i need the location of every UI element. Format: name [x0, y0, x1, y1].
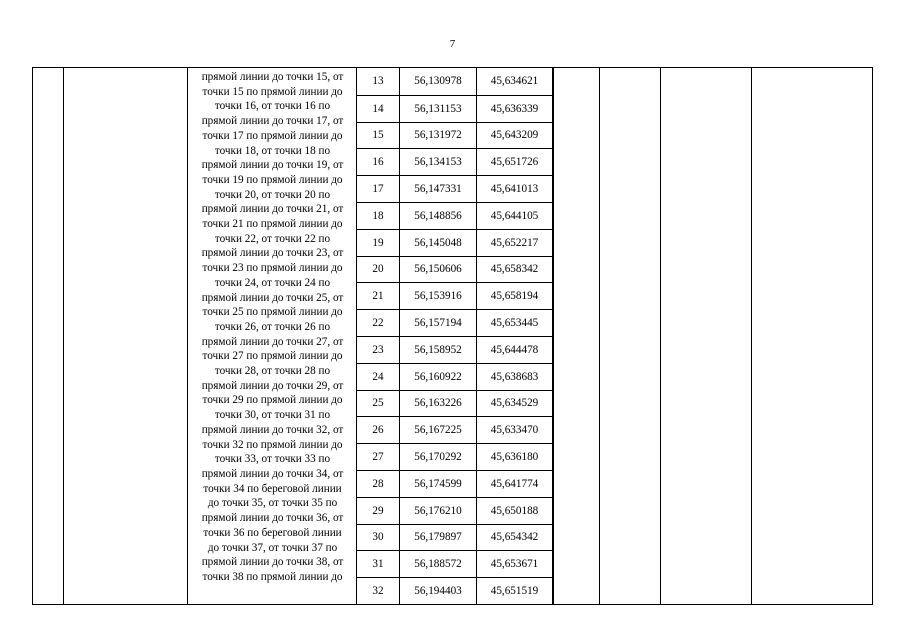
latitude-cell: 56,160922 — [400, 364, 477, 390]
longitude-cell: 45,654342 — [477, 525, 554, 551]
points-grid — [356, 68, 554, 604]
description-line: прямой линии до точки 29, от — [201, 379, 344, 392]
latitude-cell: 56,147331 — [400, 176, 477, 202]
description-line: точки 16, от точки 16 по — [214, 100, 331, 113]
table-row — [356, 550, 554, 577]
table-row — [356, 68, 554, 95]
longitude-cell: 45,638683 — [477, 364, 554, 390]
latitude-cell: 56,167225 — [400, 417, 477, 443]
description-line: до точки 35, от точки 35 по — [207, 497, 338, 510]
longitude-cell: 45,634621 — [477, 68, 554, 95]
description-line: точки 25 по прямой линии до — [202, 306, 343, 319]
description-line: точки 24, от точки 24 по — [214, 276, 331, 289]
description-line: до точки 37, от точки 37 по — [207, 541, 338, 554]
description-line: прямой линии до точки 19, от — [201, 159, 344, 172]
description-line: точки 36 по береговой линии — [203, 526, 342, 539]
longitude-cell: 45,651519 — [477, 578, 554, 604]
table-row — [356, 470, 554, 497]
description-line: прямой линии до точки 25, от — [201, 291, 344, 304]
table-row — [356, 497, 554, 524]
point-number: 13 — [356, 68, 400, 95]
table-row — [356, 577, 554, 604]
latitude-cell: 56,150606 — [400, 257, 477, 283]
point-number: 22 — [356, 310, 400, 336]
description-line: точки 19 по прямой линии до — [202, 173, 343, 186]
latitude-cell: 56,163226 — [400, 391, 477, 417]
table-row — [356, 282, 554, 309]
longitude-cell: 45,653671 — [477, 551, 554, 577]
point-number: 16 — [356, 149, 400, 175]
point-number: 17 — [356, 176, 400, 202]
description-line: прямой линии до точки 17, от — [201, 115, 344, 128]
description-line: точки 30, от точки 31 по — [214, 409, 331, 422]
description-line: прямой линии до точки 27, от — [201, 335, 344, 348]
longitude-cell: 45,652217 — [477, 230, 554, 256]
description-line: точки 20, от точки 20 по — [214, 188, 331, 201]
table-row — [356, 175, 554, 202]
point-number: 18 — [356, 203, 400, 229]
latitude-cell: 56,130978 — [400, 68, 477, 95]
point-number: 20 — [356, 257, 400, 283]
description-line: точки 18, от точки 18 по — [214, 144, 331, 157]
longitude-cell: 45,653445 — [477, 310, 554, 336]
latitude-cell: 56,145048 — [400, 230, 477, 256]
longitude-cell: 45,636180 — [477, 444, 554, 470]
description-line: точки 15 по прямой линии до — [202, 85, 343, 98]
latitude-cell: 56,148856 — [400, 203, 477, 229]
description-line: точки 21 по прямой линии до — [202, 218, 343, 231]
boundary-description — [188, 70, 357, 604]
point-number: 32 — [356, 578, 400, 604]
point-number: 15 — [356, 123, 400, 149]
longitude-cell: 45,651726 — [477, 149, 554, 175]
description-line: точки 17 по прямой линии до — [202, 129, 343, 142]
table-row — [356, 148, 554, 175]
latitude-cell: 56,188572 — [400, 551, 477, 577]
table-row — [356, 95, 554, 122]
latitude-cell: 56,157194 — [400, 310, 477, 336]
longitude-cell: 45,658342 — [477, 257, 554, 283]
point-number: 31 — [356, 551, 400, 577]
latitude-cell: 56,131972 — [400, 123, 477, 149]
description-line: точки 23 по прямой линии до — [202, 262, 343, 275]
description-line: точки 34 по береговой линии — [203, 482, 342, 495]
longitude-cell: 45,658194 — [477, 283, 554, 309]
description-line: точки 38 по прямой линии до — [202, 570, 343, 583]
point-number: 28 — [356, 471, 400, 497]
longitude-cell: 45,643209 — [477, 123, 554, 149]
latitude-cell: 56,134153 — [400, 149, 477, 175]
table-row — [356, 229, 554, 256]
column-divider — [751, 68, 752, 604]
page-number: 7 — [449, 38, 456, 50]
column-divider — [599, 68, 600, 604]
description-line: точки 22, от точки 22 по — [214, 232, 331, 245]
point-number: 29 — [356, 498, 400, 524]
latitude-cell: 56,170292 — [400, 444, 477, 470]
point-number: 26 — [356, 417, 400, 443]
table-row — [356, 309, 554, 336]
column-divider — [660, 68, 661, 604]
table-row — [356, 524, 554, 551]
point-number: 21 — [356, 283, 400, 309]
point-number: 19 — [356, 230, 400, 256]
longitude-cell: 45,633470 — [477, 417, 554, 443]
latitude-cell: 56,174599 — [400, 471, 477, 497]
point-number: 23 — [356, 337, 400, 363]
latitude-cell: 56,131153 — [400, 96, 477, 122]
coordinates-table — [32, 67, 873, 605]
description-line: прямой линии до точки 23, от — [201, 247, 344, 260]
description-line: прямой линии до точки 32, от — [201, 423, 344, 436]
table-row — [356, 390, 554, 417]
description-line: точки 32 по прямой линии до — [202, 438, 343, 451]
latitude-cell: 56,176210 — [400, 498, 477, 524]
table-row — [356, 122, 554, 149]
point-number: 24 — [356, 364, 400, 390]
description-line: прямой линии до точки 36, от — [201, 512, 344, 525]
latitude-cell: 56,153916 — [400, 283, 477, 309]
description-line: прямой линии до точки 21, от — [201, 203, 344, 216]
longitude-cell: 45,644478 — [477, 337, 554, 363]
longitude-cell: 45,634529 — [477, 391, 554, 417]
latitude-cell: 56,179897 — [400, 525, 477, 551]
latitude-cell: 56,158952 — [400, 337, 477, 363]
table-row — [356, 336, 554, 363]
description-line: точки 29 по прямой линии до — [202, 394, 343, 407]
point-number: 30 — [356, 525, 400, 551]
longitude-cell: 45,636339 — [477, 96, 554, 122]
longitude-cell: 45,641774 — [477, 471, 554, 497]
description-line: точки 27 по прямой линии до — [202, 350, 343, 363]
point-number: 27 — [356, 444, 400, 470]
description-line: точки 28, от точки 28 по — [214, 365, 331, 378]
longitude-cell: 45,641013 — [477, 176, 554, 202]
table-row — [356, 416, 554, 443]
description-line: прямой линии до точки 38, от — [201, 556, 344, 569]
description-line: прямой линии до точки 34, от — [201, 467, 344, 480]
longitude-cell: 45,644105 — [477, 203, 554, 229]
point-number: 14 — [356, 96, 400, 122]
description-line: точки 33, от точки 33 по — [214, 453, 331, 466]
column-divider — [63, 68, 64, 604]
longitude-cell: 45,650188 — [477, 498, 554, 524]
table-row — [356, 443, 554, 470]
table-row — [356, 363, 554, 390]
point-number: 25 — [356, 391, 400, 417]
table-row — [356, 256, 554, 283]
description-line: прямой линии до точки 15, от — [201, 71, 344, 83]
description-line: точки 26, от точки 26 по — [214, 320, 331, 333]
table-row — [356, 202, 554, 229]
latitude-cell: 56,194403 — [400, 578, 477, 604]
